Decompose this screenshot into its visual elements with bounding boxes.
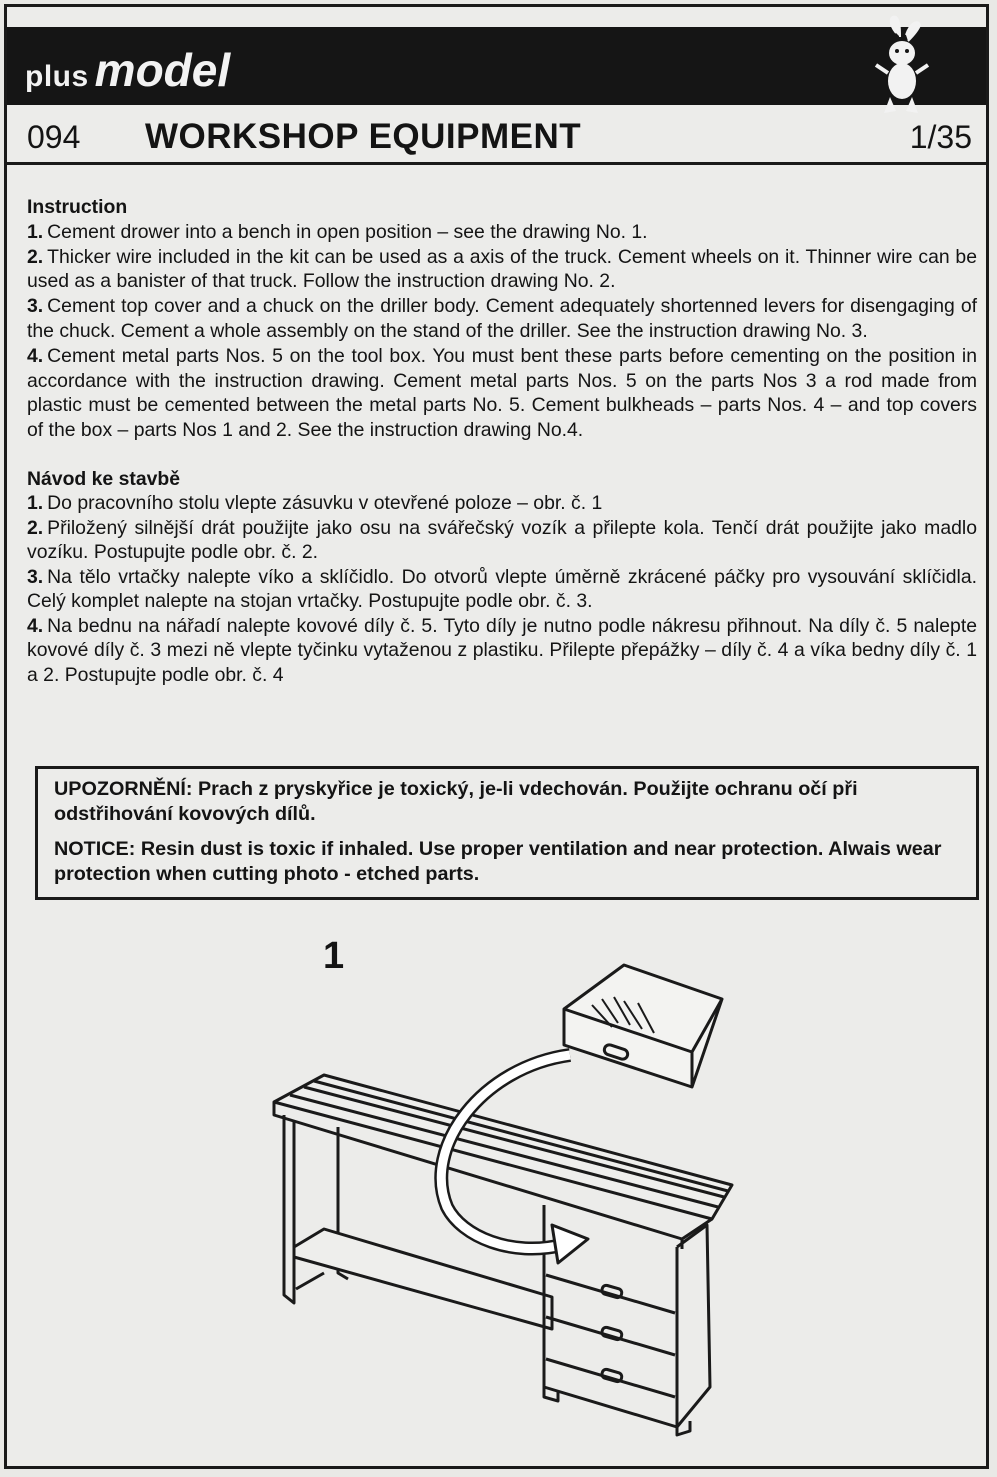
step-number: 4. (27, 344, 44, 367)
brand-model: model (94, 44, 231, 96)
step-number: 3. (27, 295, 44, 318)
step-text: Na bednu na nářadí nalepte kovové díly č. 5. Tyto díly je nutno podle nákresu přihnout. Na díly č. 5 nalepte kovové díly č. 3 mezi ně vlepte tyčinku vytaženou z plastiku. Přilepte přepážky – díly č. 4 a víka bedny díly č. 1 a 2. Postupujte podle obr. č. 4 (27, 614, 977, 686)
scale-label: 1/35 (909, 119, 972, 155)
czech-instruction-step (27, 491, 977, 516)
step-text: Na tělo vrtačky nalepte víko a sklíčidlo. Do otvorů vlepte úměrně zkrácené páčky pro vysouvání sklíčidla. Celý komplet nalepte na stojan vrtačky. Postupujte podle obr. č. 3. (27, 565, 977, 613)
step-number: 1. (27, 220, 44, 243)
workbench-drawer-drawing-icon (262, 957, 742, 1437)
product-code: 094 (27, 119, 81, 155)
step-text: Thicker wire included in the kit can be used as a axis of the truck. Cement wheels on it. Thinner wire can be used as a banister of that truck. Follow the instruction drawing No. 2. (27, 245, 977, 293)
czech-instruction-heading: Návod ke stavbě (27, 467, 181, 490)
instruction-step (27, 294, 977, 344)
title-row (7, 105, 986, 165)
instruction-step (27, 245, 977, 295)
instruction-sheet (4, 4, 989, 1469)
step-number: 3. (27, 565, 44, 588)
step-text: Cement drower into a bench in open position – see the drawing No. 1. (47, 220, 648, 243)
safety-warning-box (35, 766, 979, 900)
step-number: 4. (27, 614, 44, 637)
notice-label: NOTICE: (54, 838, 136, 860)
step-text: Do pracovního stolu vlepte zásuvku v otevřené poloze – obr. č. 1 (47, 492, 603, 515)
step-text: Cement top cover and a chuck on the driller body. Cement adequately shortenned levers for disengaging of the chuck. Cement a whole assembly on the stand of the driller. See the instruction drawing No. 3. (27, 295, 977, 342)
brand-logo (25, 43, 230, 97)
instruction-step (27, 220, 977, 245)
instructions-content (27, 195, 977, 687)
page-title: WORKSHOP EQUIPMENT (145, 117, 582, 156)
warning-english (54, 837, 960, 887)
step-number: 2. (27, 245, 44, 268)
czech-instruction-step (27, 516, 977, 565)
notice-text: Resin dust is toxic if inhaled. Use proper ventilation and near protection. Alwais wear protection when cutting photo - etched parts. (54, 838, 942, 885)
instruction-heading: Instruction (27, 196, 128, 218)
step-text: Cement metal parts Nos. 5 on the tool box. You must bent these parts before cementing on the position in accordance with the instruction drawing. Cement metal parts Nos. 5 on the parts Nos 3 a rod made from plastic must be cemented between the metal parts No. 5. Cement bulkheads – parts Nos. 4 – and top covers of the box – parts Nos 1 and 2. See the instruction drawing No.4. (27, 344, 977, 442)
brand-plus: plus (25, 60, 89, 93)
warning-czech (54, 777, 960, 827)
step-text: Přiložený silnější drát použijte jako osu na svářečský vozík a přilepte kola. Tenčí drát použijte jako madlo vozíku. Postupujte podle obr. č. 2. (27, 516, 977, 564)
instruction-step (27, 344, 977, 443)
warning-text: Prach z pryskyřice je toxický, je-li vdechován. Použijte ochranu očí při odstřihování kovových dílů. (54, 778, 858, 825)
czech-instruction-step (27, 565, 977, 614)
step-number: 1. (27, 492, 44, 515)
step-number: 2. (27, 516, 44, 539)
figure-number: 1 (323, 935, 345, 977)
section-gap (27, 443, 977, 467)
brand-header (7, 27, 986, 105)
czech-instruction-step (27, 614, 977, 688)
warning-label: UPOZORNĚNÍ: (54, 778, 193, 800)
